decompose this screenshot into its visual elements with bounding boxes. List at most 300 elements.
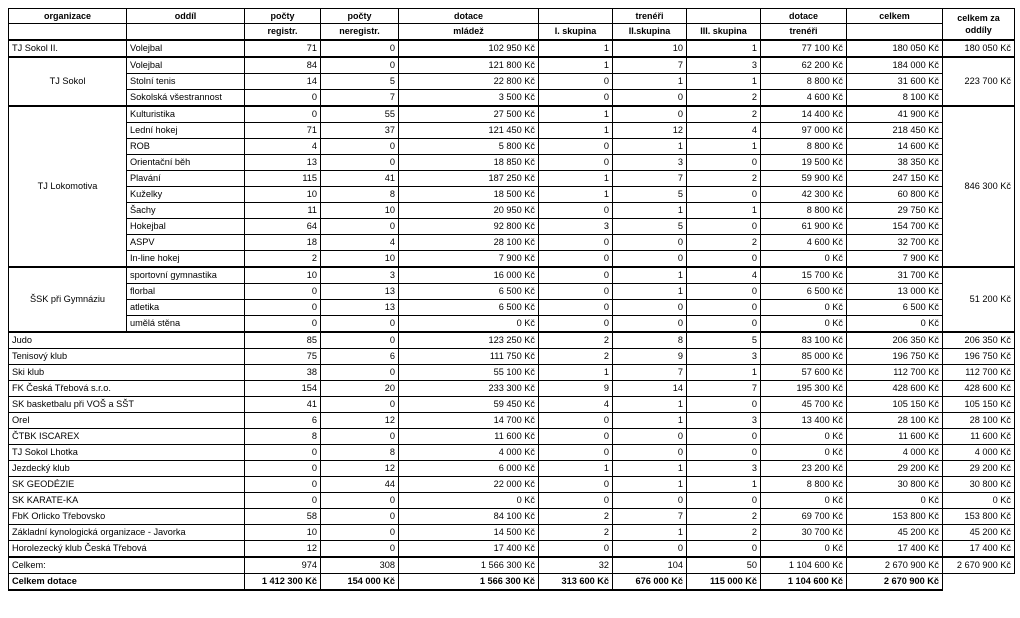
s1-cell: 0 bbox=[539, 413, 613, 429]
total-cell: 17 400 Kč bbox=[943, 541, 1015, 558]
header-treneri: trenéři bbox=[613, 9, 687, 24]
mladez-cell: 0 Kč bbox=[399, 493, 539, 509]
oddil-cell: Lední hokej bbox=[127, 123, 245, 139]
s1-cell: 0 bbox=[539, 251, 613, 268]
treneri-cell: 62 200 Kč bbox=[761, 57, 847, 74]
s1-cell: 0 bbox=[539, 267, 613, 284]
table-row bbox=[9, 413, 1015, 429]
s3-cell: 0 bbox=[687, 429, 761, 445]
s3-cell: 1 bbox=[687, 139, 761, 155]
reg-cell: 115 bbox=[245, 171, 321, 187]
s1-cell: 0 bbox=[539, 541, 613, 558]
total-cell: 28 100 Kč bbox=[943, 413, 1015, 429]
header-celkem: celkem bbox=[847, 9, 943, 24]
subheader-skupina-3: III. skupina bbox=[687, 24, 761, 41]
s1-cell: 1 bbox=[539, 106, 613, 123]
mladez-cell: 123 250 Kč bbox=[399, 332, 539, 349]
nereg-cell: 20 bbox=[321, 381, 399, 397]
treneri-cell: 85 000 Kč bbox=[761, 349, 847, 365]
reg-cell: 11 bbox=[245, 203, 321, 219]
s3-cell: 1 bbox=[687, 203, 761, 219]
reg-cell: 0 bbox=[245, 477, 321, 493]
nereg-cell: 0 bbox=[321, 541, 399, 558]
celkem-dotace-row bbox=[9, 574, 1015, 591]
s3-cell: 0 bbox=[687, 300, 761, 316]
table-row bbox=[9, 235, 1015, 251]
oddil-cell: Volejbal bbox=[127, 40, 245, 57]
empty-cell bbox=[943, 574, 1015, 591]
s3-cell: 3 bbox=[687, 461, 761, 477]
treneri-cell: 97 000 Kč bbox=[761, 123, 847, 139]
oddil-cell: Šachy bbox=[127, 203, 245, 219]
s3-cell: 3 bbox=[687, 413, 761, 429]
header-organizace: organizace bbox=[9, 9, 127, 24]
s3-cell: 0 bbox=[687, 155, 761, 171]
header-pocty-registr: počty bbox=[245, 9, 321, 24]
table-row bbox=[9, 525, 1015, 541]
s3-cell: 0 bbox=[687, 251, 761, 268]
s1-cell: 1 bbox=[539, 123, 613, 139]
treneri-cell: 1 104 600 Kč bbox=[761, 574, 847, 591]
mladez-cell: 16 000 Kč bbox=[399, 267, 539, 284]
s3-cell: 2 bbox=[687, 235, 761, 251]
s3-cell: 0 bbox=[687, 397, 761, 413]
nereg-cell: 0 bbox=[321, 525, 399, 541]
total-cell: 196 750 Kč bbox=[943, 349, 1015, 365]
s2-cell: 1 bbox=[613, 74, 687, 90]
oddil-cell: ASPV bbox=[127, 235, 245, 251]
org-cell: TJ Sokol bbox=[9, 57, 127, 106]
celkem-cell: 105 150 Kč bbox=[847, 397, 943, 413]
subsidy-table bbox=[8, 8, 1015, 591]
table-row bbox=[9, 74, 1015, 90]
celkem-cell: 29 750 Kč bbox=[847, 203, 943, 219]
s3-cell: 0 bbox=[687, 187, 761, 203]
s2-cell: 676 000 Kč bbox=[613, 574, 687, 591]
reg-cell: 71 bbox=[245, 40, 321, 57]
treneri-cell: 77 100 Kč bbox=[761, 40, 847, 57]
org-cell: SK KARATE-KA bbox=[9, 493, 245, 509]
s1-cell: 0 bbox=[539, 429, 613, 445]
s1-cell: 1 bbox=[539, 57, 613, 74]
total-cell: 29 200 Kč bbox=[943, 461, 1015, 477]
treneri-cell: 4 600 Kč bbox=[761, 235, 847, 251]
treneri-cell: 59 900 Kč bbox=[761, 171, 847, 187]
celkem-cell: 206 350 Kč bbox=[847, 332, 943, 349]
mladez-cell: 28 100 Kč bbox=[399, 235, 539, 251]
reg-cell: 38 bbox=[245, 365, 321, 381]
nereg-cell: 3 bbox=[321, 267, 399, 284]
treneri-cell: 0 Kč bbox=[761, 493, 847, 509]
reg-cell: 4 bbox=[245, 139, 321, 155]
oddil-cell: In-line hokej bbox=[127, 251, 245, 268]
s2-cell: 10 bbox=[613, 40, 687, 57]
mladez-cell: 6 000 Kč bbox=[399, 461, 539, 477]
oddil-cell: Kulturistika bbox=[127, 106, 245, 123]
org-cell: Ski klub bbox=[9, 365, 245, 381]
table-row bbox=[9, 477, 1015, 493]
mladez-cell: 84 100 Kč bbox=[399, 509, 539, 525]
s1-cell: 0 bbox=[539, 316, 613, 333]
reg-cell: 13 bbox=[245, 155, 321, 171]
table-row bbox=[9, 541, 1015, 558]
nereg-cell: 0 bbox=[321, 509, 399, 525]
reg-cell: 75 bbox=[245, 349, 321, 365]
nereg-cell: 41 bbox=[321, 171, 399, 187]
total-cell: 223 700 Kč bbox=[943, 57, 1015, 106]
mladez-cell: 55 100 Kč bbox=[399, 365, 539, 381]
table-row bbox=[9, 57, 1015, 74]
header-empty bbox=[539, 9, 613, 24]
org-cell: Judo bbox=[9, 332, 245, 349]
total-cell: 0 Kč bbox=[943, 493, 1015, 509]
s2-cell: 1 bbox=[613, 267, 687, 284]
s1-cell: 0 bbox=[539, 139, 613, 155]
celkem-cell: 0 Kč bbox=[847, 316, 943, 333]
celkem-cell: 4 000 Kč bbox=[847, 445, 943, 461]
s3-cell: 2 bbox=[687, 90, 761, 107]
header-oddil: oddíl bbox=[127, 9, 245, 24]
celkem-cell: 218 450 Kč bbox=[847, 123, 943, 139]
table-row bbox=[9, 365, 1015, 381]
total-cell: 11 600 Kč bbox=[943, 429, 1015, 445]
s2-cell: 1 bbox=[613, 203, 687, 219]
treneri-cell: 6 500 Kč bbox=[761, 284, 847, 300]
table-row bbox=[9, 461, 1015, 477]
mladez-cell: 14 700 Kč bbox=[399, 413, 539, 429]
treneri-cell: 83 100 Kč bbox=[761, 332, 847, 349]
celkem-cell: 7 900 Kč bbox=[847, 251, 943, 268]
mladez-cell: 121 800 Kč bbox=[399, 57, 539, 74]
mladez-cell: 14 500 Kč bbox=[399, 525, 539, 541]
s1-cell: 1 bbox=[539, 187, 613, 203]
total-cell: 846 300 Kč bbox=[943, 106, 1015, 267]
reg-cell: 2 bbox=[245, 251, 321, 268]
table-row bbox=[9, 332, 1015, 349]
subheader-skupina-1: I. skupina bbox=[539, 24, 613, 41]
celkem-cell: 45 200 Kč bbox=[847, 525, 943, 541]
table-row bbox=[9, 509, 1015, 525]
table-row bbox=[9, 90, 1015, 107]
treneri-cell: 69 700 Kč bbox=[761, 509, 847, 525]
mladez-cell: 4 000 Kč bbox=[399, 445, 539, 461]
org-cell: Horolezecký klub Česká Třebová bbox=[9, 541, 245, 558]
nereg-cell: 7 bbox=[321, 90, 399, 107]
s3-cell: 0 bbox=[687, 493, 761, 509]
oddil-cell: Sokolská všestrannost bbox=[127, 90, 245, 107]
table-row bbox=[9, 445, 1015, 461]
mladez-cell: 6 500 Kč bbox=[399, 284, 539, 300]
s3-cell: 5 bbox=[687, 332, 761, 349]
s1-cell: 9 bbox=[539, 381, 613, 397]
oddil-cell: sportovní gymnastika bbox=[127, 267, 245, 284]
oddil-cell: Volejbal bbox=[127, 57, 245, 74]
oddil-cell: ROB bbox=[127, 139, 245, 155]
mladez-cell: 3 500 Kč bbox=[399, 90, 539, 107]
celkem-cell: 32 700 Kč bbox=[847, 235, 943, 251]
table-row bbox=[9, 300, 1015, 316]
nereg-cell: 0 bbox=[321, 493, 399, 509]
reg-cell: 974 bbox=[245, 557, 321, 574]
reg-cell: 0 bbox=[245, 461, 321, 477]
s1-cell: 2 bbox=[539, 509, 613, 525]
s1-cell: 1 bbox=[539, 365, 613, 381]
treneri-cell: 0 Kč bbox=[761, 316, 847, 333]
nereg-cell: 10 bbox=[321, 203, 399, 219]
reg-cell: 12 bbox=[245, 541, 321, 558]
nereg-cell: 0 bbox=[321, 397, 399, 413]
celkem-cell: 196 750 Kč bbox=[847, 349, 943, 365]
celkem-cell: 180 050 Kč bbox=[847, 40, 943, 57]
subheader-empty bbox=[127, 24, 245, 41]
total-cell: 153 800 Kč bbox=[943, 509, 1015, 525]
s2-cell: 9 bbox=[613, 349, 687, 365]
treneri-cell: 8 800 Kč bbox=[761, 203, 847, 219]
header-row-2 bbox=[9, 24, 1015, 41]
s1-cell: 0 bbox=[539, 477, 613, 493]
s1-cell: 4 bbox=[539, 397, 613, 413]
s2-cell: 0 bbox=[613, 541, 687, 558]
nereg-cell: 44 bbox=[321, 477, 399, 493]
nereg-cell: 55 bbox=[321, 106, 399, 123]
treneri-cell: 1 104 600 Kč bbox=[761, 557, 847, 574]
s3-cell: 0 bbox=[687, 541, 761, 558]
s2-cell: 0 bbox=[613, 429, 687, 445]
celkem-cell: 2 670 900 Kč bbox=[847, 574, 943, 591]
oddil-cell: Plavání bbox=[127, 171, 245, 187]
table-row bbox=[9, 106, 1015, 123]
treneri-cell: 57 600 Kč bbox=[761, 365, 847, 381]
table-row bbox=[9, 187, 1015, 203]
table-row bbox=[9, 267, 1015, 284]
s2-cell: 1 bbox=[613, 397, 687, 413]
org-cell: Jezdecký klub bbox=[9, 461, 245, 477]
total-cell: 30 800 Kč bbox=[943, 477, 1015, 493]
s1-cell: 2 bbox=[539, 349, 613, 365]
header-dotace-mladez: dotace bbox=[399, 9, 539, 24]
s3-cell: 4 bbox=[687, 123, 761, 139]
reg-cell: 8 bbox=[245, 429, 321, 445]
s2-cell: 7 bbox=[613, 509, 687, 525]
table-row bbox=[9, 251, 1015, 268]
mladez-cell: 92 800 Kč bbox=[399, 219, 539, 235]
mladez-cell: 7 900 Kč bbox=[399, 251, 539, 268]
total-cell: 2 670 900 Kč bbox=[943, 557, 1015, 574]
subheader-empty bbox=[847, 24, 943, 41]
org-cell: FbK Orlicko Třebovsko bbox=[9, 509, 245, 525]
celkem-cell: 30 800 Kč bbox=[847, 477, 943, 493]
mladez-cell: 20 950 Kč bbox=[399, 203, 539, 219]
s3-cell: 2 bbox=[687, 525, 761, 541]
s1-cell: 0 bbox=[539, 235, 613, 251]
celkem-cell: 28 100 Kč bbox=[847, 413, 943, 429]
org-cell: TJ Lokomotiva bbox=[9, 106, 127, 267]
s1-cell: 0 bbox=[539, 74, 613, 90]
s2-cell: 7 bbox=[613, 365, 687, 381]
s3-cell: 50 bbox=[687, 557, 761, 574]
table-body bbox=[9, 40, 1015, 590]
nereg-cell: 4 bbox=[321, 235, 399, 251]
treneri-cell: 4 600 Kč bbox=[761, 90, 847, 107]
header-pocty-neregistr: počty bbox=[321, 9, 399, 24]
s1-cell: 0 bbox=[539, 284, 613, 300]
s1-cell: 3 bbox=[539, 219, 613, 235]
s2-cell: 0 bbox=[613, 300, 687, 316]
subheader-registr: registr. bbox=[245, 24, 321, 41]
s2-cell: 1 bbox=[613, 284, 687, 300]
s2-cell: 0 bbox=[613, 251, 687, 268]
reg-cell: 71 bbox=[245, 123, 321, 139]
table-row bbox=[9, 381, 1015, 397]
mladez-cell: 111 750 Kč bbox=[399, 349, 539, 365]
s2-cell: 0 bbox=[613, 235, 687, 251]
s3-cell: 3 bbox=[687, 57, 761, 74]
celkem-cell: 13 000 Kč bbox=[847, 284, 943, 300]
nereg-cell: 13 bbox=[321, 300, 399, 316]
s3-cell: 3 bbox=[687, 349, 761, 365]
s3-cell: 7 bbox=[687, 381, 761, 397]
nereg-cell: 12 bbox=[321, 461, 399, 477]
nereg-cell: 0 bbox=[321, 57, 399, 74]
s3-cell: 1 bbox=[687, 74, 761, 90]
table-row bbox=[9, 203, 1015, 219]
org-cell: TJ Sokol Lhotka bbox=[9, 445, 245, 461]
celkem-cell: 154 700 Kč bbox=[847, 219, 943, 235]
s3-cell: 115 000 Kč bbox=[687, 574, 761, 591]
s2-cell: 3 bbox=[613, 155, 687, 171]
subheader-treneri: trenéři bbox=[761, 24, 847, 41]
reg-cell: 0 bbox=[245, 284, 321, 300]
table-row bbox=[9, 397, 1015, 413]
celkem-cell: 2 670 900 Kč bbox=[847, 557, 943, 574]
nereg-cell: 308 bbox=[321, 557, 399, 574]
s2-cell: 1 bbox=[613, 525, 687, 541]
mladez-cell: 233 300 Kč bbox=[399, 381, 539, 397]
nereg-cell: 12 bbox=[321, 413, 399, 429]
oddil-cell: Hokejbal bbox=[127, 219, 245, 235]
celkem-label: Celkem: bbox=[9, 557, 245, 574]
celkem-cell: 11 600 Kč bbox=[847, 429, 943, 445]
table-row bbox=[9, 40, 1015, 57]
reg-cell: 154 bbox=[245, 381, 321, 397]
total-cell: 112 700 Kč bbox=[943, 365, 1015, 381]
treneri-cell: 14 400 Kč bbox=[761, 106, 847, 123]
treneri-cell: 13 400 Kč bbox=[761, 413, 847, 429]
reg-cell: 10 bbox=[245, 267, 321, 284]
org-cell: Základní kynologická organizace - Javorka bbox=[9, 525, 245, 541]
s3-cell: 1 bbox=[687, 477, 761, 493]
s2-cell: 12 bbox=[613, 123, 687, 139]
org-cell: Tenisový klub bbox=[9, 349, 245, 365]
s1-cell: 2 bbox=[539, 525, 613, 541]
mladez-cell: 121 450 Kč bbox=[399, 123, 539, 139]
total-cell: 45 200 Kč bbox=[943, 525, 1015, 541]
s2-cell: 5 bbox=[613, 187, 687, 203]
celkem-cell: 17 400 Kč bbox=[847, 541, 943, 558]
reg-cell: 18 bbox=[245, 235, 321, 251]
org-cell: ČTBK ISCAREX bbox=[9, 429, 245, 445]
total-cell: 206 350 Kč bbox=[943, 332, 1015, 349]
nereg-cell: 0 bbox=[321, 365, 399, 381]
table-row bbox=[9, 349, 1015, 365]
s1-cell: 32 bbox=[539, 557, 613, 574]
table-row bbox=[9, 493, 1015, 509]
celkem-cell: 247 150 Kč bbox=[847, 171, 943, 187]
s3-cell: 0 bbox=[687, 316, 761, 333]
org-cell: ŠSK při Gymnáziu bbox=[9, 267, 127, 332]
treneri-cell: 15 700 Kč bbox=[761, 267, 847, 284]
reg-cell: 41 bbox=[245, 397, 321, 413]
s2-cell: 0 bbox=[613, 106, 687, 123]
s2-cell: 0 bbox=[613, 90, 687, 107]
celkem-cell: 38 350 Kč bbox=[847, 155, 943, 171]
reg-cell: 0 bbox=[245, 106, 321, 123]
reg-cell: 84 bbox=[245, 57, 321, 74]
treneri-cell: 8 800 Kč bbox=[761, 477, 847, 493]
s2-cell: 8 bbox=[613, 332, 687, 349]
reg-cell: 0 bbox=[245, 90, 321, 107]
mladez-cell: 22 800 Kč bbox=[399, 74, 539, 90]
total-cell: 428 600 Kč bbox=[943, 381, 1015, 397]
celkem-cell: 428 600 Kč bbox=[847, 381, 943, 397]
treneri-cell: 19 500 Kč bbox=[761, 155, 847, 171]
table-row bbox=[9, 284, 1015, 300]
treneri-cell: 8 800 Kč bbox=[761, 74, 847, 90]
treneri-cell: 0 Kč bbox=[761, 541, 847, 558]
reg-cell: 6 bbox=[245, 413, 321, 429]
reg-cell: 58 bbox=[245, 509, 321, 525]
celkem-cell: 112 700 Kč bbox=[847, 365, 943, 381]
s3-cell: 1 bbox=[687, 365, 761, 381]
subheader-skupina-2: II.skupina bbox=[613, 24, 687, 41]
nereg-cell: 0 bbox=[321, 429, 399, 445]
nereg-cell: 0 bbox=[321, 40, 399, 57]
celkem-dotace-label: Celkem dotace bbox=[9, 574, 245, 591]
s1-cell: 1 bbox=[539, 171, 613, 187]
org-cell: Orel bbox=[9, 413, 245, 429]
treneri-cell: 61 900 Kč bbox=[761, 219, 847, 235]
oddil-cell: umělá stěna bbox=[127, 316, 245, 333]
s1-cell: 0 bbox=[539, 90, 613, 107]
reg-cell: 64 bbox=[245, 219, 321, 235]
nereg-cell: 0 bbox=[321, 219, 399, 235]
celkem-row bbox=[9, 557, 1015, 574]
reg-cell: 0 bbox=[245, 316, 321, 333]
s1-cell: 0 bbox=[539, 445, 613, 461]
table-row bbox=[9, 316, 1015, 333]
nereg-cell: 0 bbox=[321, 332, 399, 349]
celkem-cell: 153 800 Kč bbox=[847, 509, 943, 525]
org-cell: TJ Sokol II. bbox=[9, 40, 127, 57]
mladez-cell: 11 600 Kč bbox=[399, 429, 539, 445]
table-header bbox=[9, 9, 1015, 41]
subheader-empty bbox=[9, 24, 127, 41]
nereg-cell: 0 bbox=[321, 316, 399, 333]
treneri-cell: 195 300 Kč bbox=[761, 381, 847, 397]
nereg-cell: 0 bbox=[321, 155, 399, 171]
header-dotace-treneri: dotace bbox=[761, 9, 847, 24]
celkem-cell: 0 Kč bbox=[847, 493, 943, 509]
oddil-cell: florbal bbox=[127, 284, 245, 300]
s2-cell: 0 bbox=[613, 445, 687, 461]
s1-cell: 1 bbox=[539, 40, 613, 57]
reg-cell: 1 412 300 Kč bbox=[245, 574, 321, 591]
celkem-cell: 184 000 Kč bbox=[847, 57, 943, 74]
nereg-cell: 8 bbox=[321, 445, 399, 461]
celkem-cell: 14 600 Kč bbox=[847, 139, 943, 155]
nereg-cell: 0 bbox=[321, 139, 399, 155]
s3-cell: 2 bbox=[687, 171, 761, 187]
